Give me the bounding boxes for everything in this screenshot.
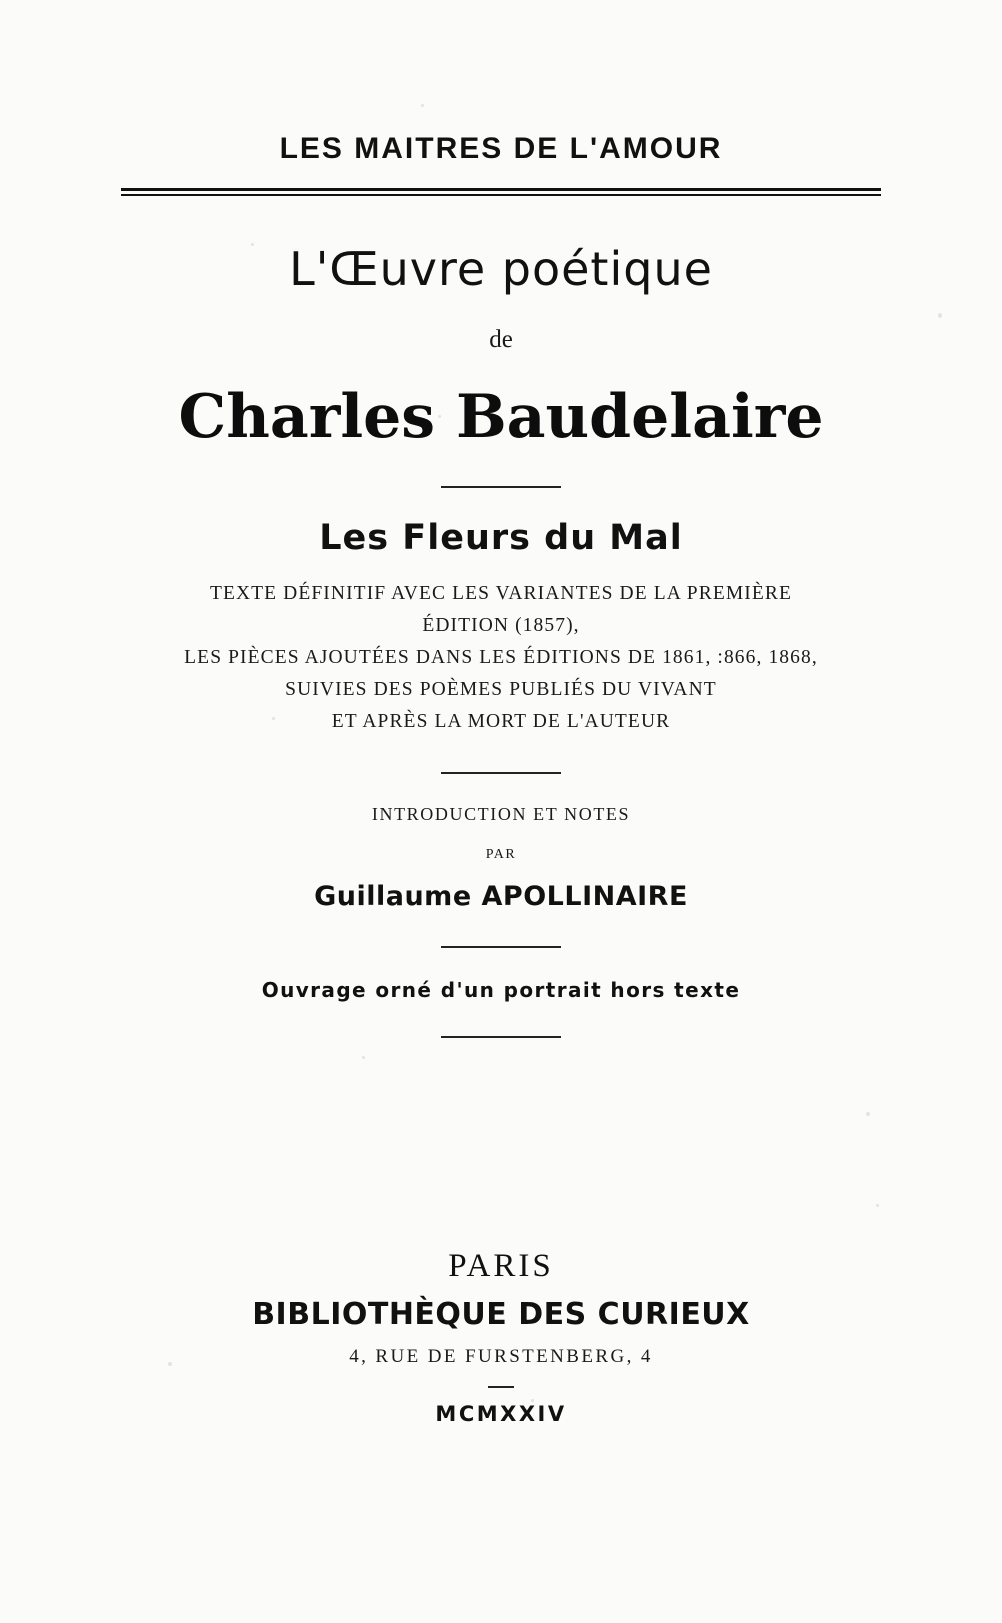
divider-rule-1: [441, 486, 561, 488]
imprint-address: 4, RUE DE FURSTENBERG, 4: [349, 1346, 653, 1367]
introduction-label: INTRODUCTION ET NOTES: [371, 804, 631, 824]
preposition-de: de: [489, 326, 513, 353]
paper-speck: [876, 1204, 879, 1207]
paper-speck: [866, 1112, 870, 1116]
imprint-publisher: BIBLIOTHÈQUE DES CURIEUX: [252, 1297, 750, 1332]
subtitle-block: [0, 578, 1002, 738]
author-name: Charles Baudelaire: [178, 382, 824, 452]
divider-rule-4: [441, 1036, 561, 1038]
subtitle-line: ÉDITION (1857),: [422, 615, 580, 636]
by-label: PAR: [485, 847, 517, 862]
double-rule-divider: [121, 188, 881, 196]
subtitle-line: SUIVIES DES POÈMES PUBLIÉS DU VIVANT: [285, 679, 717, 700]
imprint-city: PARIS: [448, 1248, 554, 1284]
imprint-block: [0, 1248, 1002, 1426]
editor-name: Guillaume APOLLINAIRE: [314, 881, 688, 912]
divider-rule-3: [441, 946, 561, 948]
ornament-note: Ouvrage orné d'un portrait hors texte: [261, 978, 741, 1002]
imprint-year: MCMXXIV: [435, 1402, 567, 1426]
paper-speck: [362, 1056, 365, 1059]
divider-rule-2: [441, 772, 561, 774]
subtitle-line: TEXTE DÉFINITIF AVEC LES VARIANTES DE LA PREMIÈRE: [209, 583, 793, 604]
subtitle-line: LES PIÈCES AJOUTÉES DANS LES ÉDITIONS DE 1861, :866, 1868,: [184, 647, 818, 668]
book-title: Les Fleurs du Mal: [319, 518, 683, 558]
imprint-dash: [488, 1386, 514, 1388]
series-title: LES MAITRES DE L'AMOUR: [279, 132, 723, 165]
work-title: L'Œuvre poétique: [289, 242, 713, 296]
subtitle-line: ET APRÈS LA MORT DE L'AUTEUR: [331, 711, 671, 732]
